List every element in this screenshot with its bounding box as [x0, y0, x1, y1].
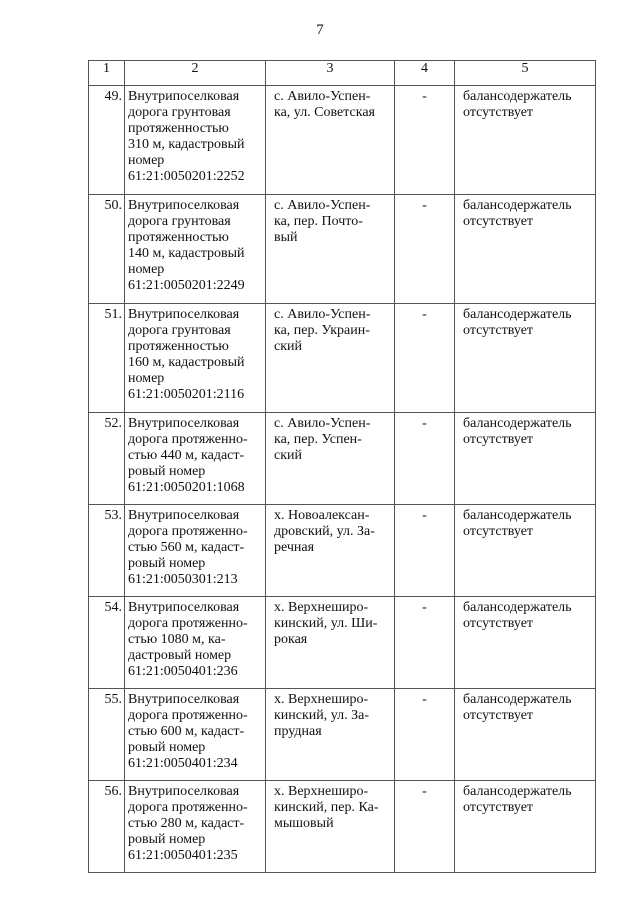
column-header: 1 — [89, 61, 125, 86]
balance-holder: балансодержатель отсутствует — [455, 781, 596, 873]
road-address: х. Верхнеширо- кинский, пер. Ка- мышовый — [266, 781, 395, 873]
table-header-row — [89, 61, 596, 86]
balance-holder: балансодержатель отсутствует — [455, 413, 596, 505]
column-4-value: - — [395, 505, 455, 597]
column-4-value: - — [395, 413, 455, 505]
table-row — [89, 781, 596, 873]
table-row — [89, 689, 596, 781]
row-number: 52. — [89, 413, 125, 505]
road-description: Внутрипоселковая дорога грунтовая протяженностью 310 м, кадастровый номер 61:21:0050201:2252 — [125, 86, 266, 195]
road-address: х. Верхнеширо- кинский, ул. За- прудная — [266, 689, 395, 781]
row-number: 53. — [89, 505, 125, 597]
table-row — [89, 597, 596, 689]
road-description: Внутрипоселковая дорога протяженно- стью 560 м, кадаст- ровый номер 61:21:0050301:213 — [125, 505, 266, 597]
table-row — [89, 505, 596, 597]
column-header: 5 — [455, 61, 596, 86]
column-4-value: - — [395, 597, 455, 689]
table-row — [89, 195, 596, 304]
balance-holder: балансодержатель отсутствует — [455, 597, 596, 689]
column-header: 3 — [266, 61, 395, 86]
road-address: х. Верхнеширо- кинский, ул. Ши- рокая — [266, 597, 395, 689]
page-number: 7 — [316, 22, 324, 38]
column-4-value: - — [395, 86, 455, 195]
column-4-value: - — [395, 304, 455, 413]
road-address: х. Новоалексан- дровский, ул. За- речная — [266, 505, 395, 597]
column-4-value: - — [395, 781, 455, 873]
column-header: 4 — [395, 61, 455, 86]
table-row — [89, 413, 596, 505]
road-description: Внутрипоселковая дорога протяженно- стью 440 м, кадаст- ровый номер 61:21:0050201:1068 — [125, 413, 266, 505]
row-number: 50. — [89, 195, 125, 304]
road-description: Внутрипоселковая дорога протяженно- стью 1080 м, ка- дастровый номер 61:21:0050401:236 — [125, 597, 266, 689]
balance-holder: балансодержатель отсутствует — [455, 689, 596, 781]
balance-holder: балансодержатель отсутствует — [455, 195, 596, 304]
road-description: Внутрипоселковая дорога протяженно- стью 600 м, кадаст- ровый номер 61:21:0050401:234 — [125, 689, 266, 781]
road-address: с. Авило-Успен- ка, пер. Успен- ский — [266, 413, 395, 505]
table-row — [89, 86, 596, 195]
balance-holder: балансодержатель отсутствует — [455, 505, 596, 597]
column-4-value: - — [395, 195, 455, 304]
column-4-value: - — [395, 689, 455, 781]
road-address: с. Авило-Успен- ка, пер. Украин- ский — [266, 304, 395, 413]
row-number: 49. — [89, 86, 125, 195]
row-number: 51. — [89, 304, 125, 413]
road-description: Внутрипоселковая дорога грунтовая протяженностью 140 м, кадастровый номер 61:21:0050201:2249 — [125, 195, 266, 304]
column-header: 2 — [125, 61, 266, 86]
balance-holder: балансодержатель отсутствует — [455, 304, 596, 413]
road-description: Внутрипоселковая дорога грунтовая протяженностью 160 м, кадастровый номер 61:21:0050201:2116 — [125, 304, 266, 413]
row-number: 55. — [89, 689, 125, 781]
road-address: с. Авило-Успен- ка, ул. Советская — [266, 86, 395, 195]
road-registry-table — [88, 60, 596, 873]
row-number: 54. — [89, 597, 125, 689]
table-row — [89, 304, 596, 413]
balance-holder: балансодержатель отсутствует — [455, 86, 596, 195]
road-description: Внутрипоселковая дорога протяженно- стью 280 м, кадаст- ровый номер 61:21:0050401:235 — [125, 781, 266, 873]
road-address: с. Авило-Успен- ка, пер. Почто- вый — [266, 195, 395, 304]
row-number: 56. — [89, 781, 125, 873]
